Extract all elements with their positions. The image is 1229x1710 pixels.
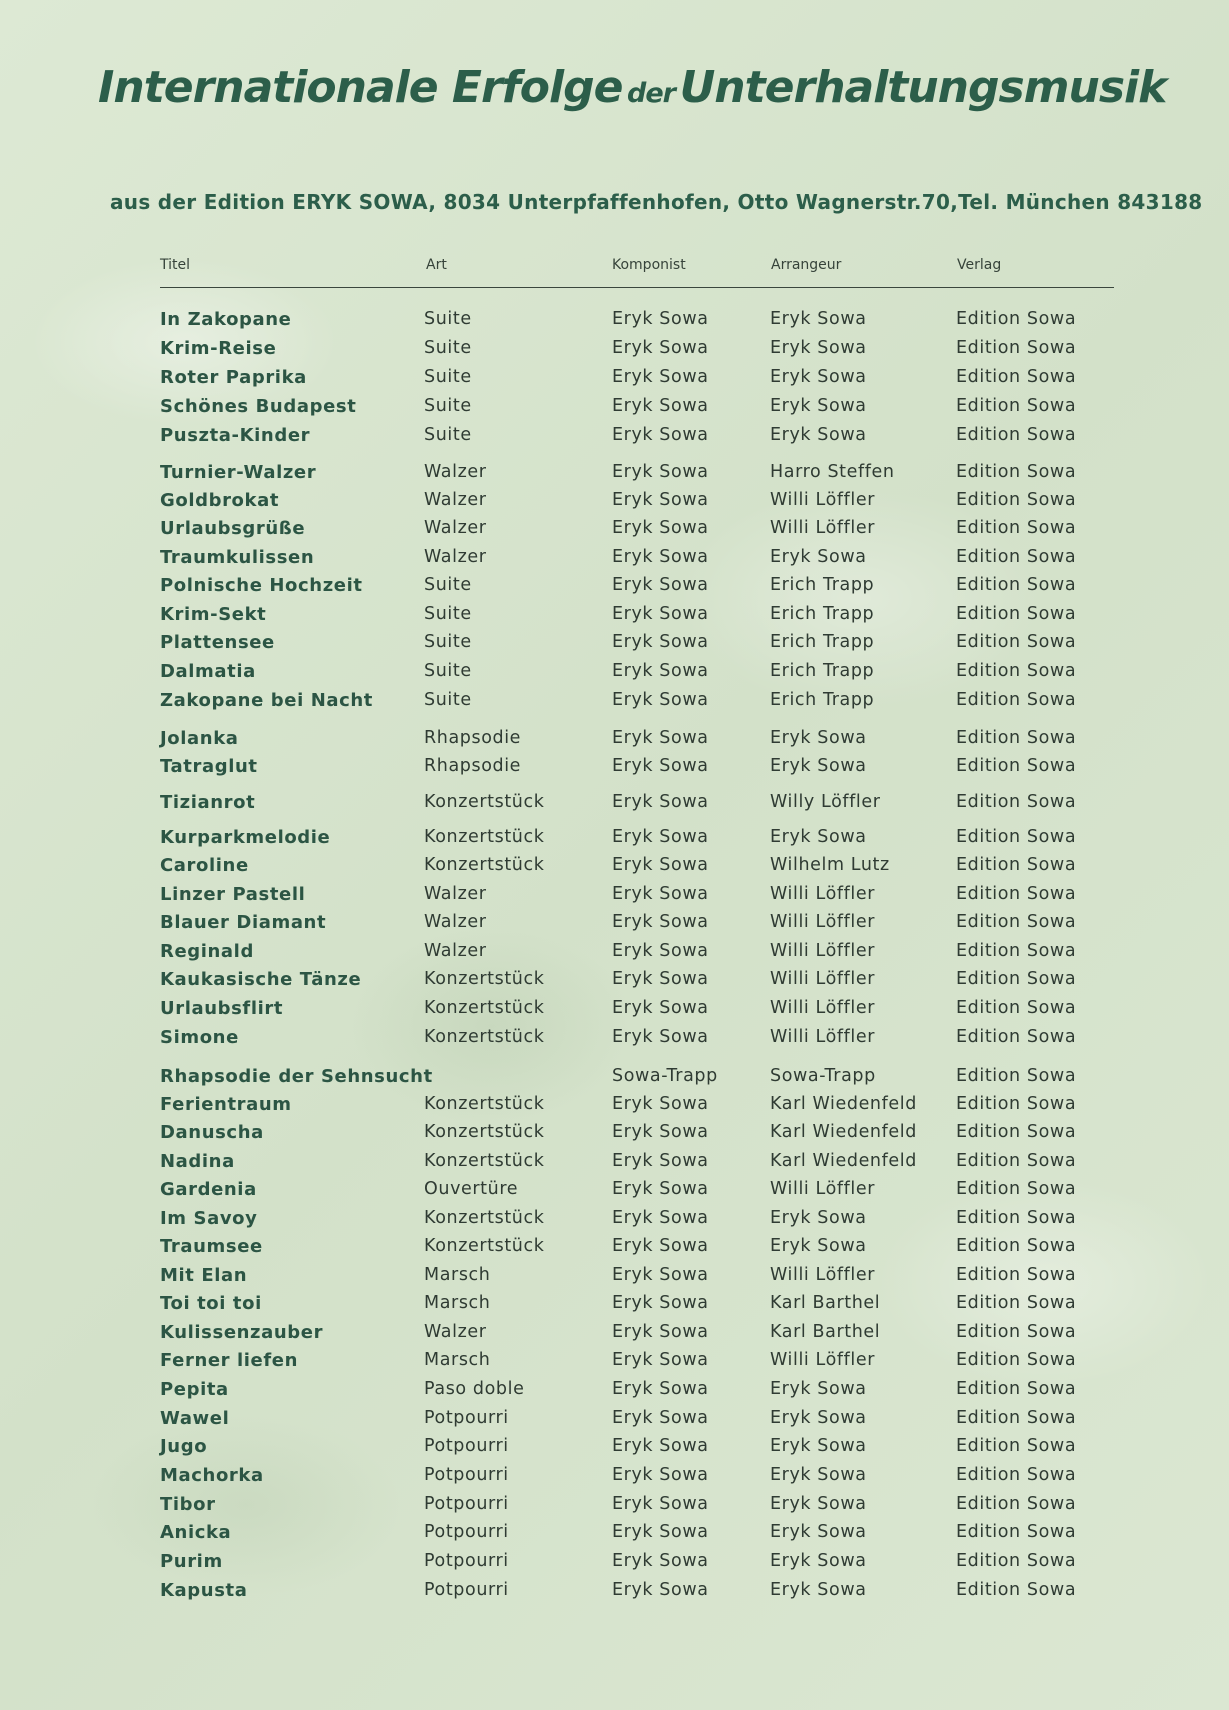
cell-verlag: Edition Sowa: [956, 632, 1077, 652]
cell-arrangeur: Karl Wiedenfeld: [770, 1151, 917, 1171]
cell-arrangeur: Willi Löffler: [770, 884, 876, 904]
cell-art: Konzertstück: [424, 1236, 545, 1256]
cell-komponist: Eryk Sowa: [612, 884, 709, 904]
cell-titel: Gardenia: [160, 1179, 257, 1200]
cell-titel: Kaukasische Tänze: [160, 969, 362, 990]
cell-arrangeur: Willi Löffler: [770, 941, 876, 961]
cell-verlag: Edition Sowa: [956, 1580, 1077, 1600]
cell-arrangeur: Eryk Sowa: [770, 1408, 867, 1428]
cell-komponist: Eryk Sowa: [612, 1179, 709, 1199]
cell-titel: Simone: [160, 1027, 239, 1048]
cell-komponist: Eryk Sowa: [612, 941, 709, 961]
cell-verlag: Edition Sowa: [956, 338, 1077, 358]
cell-verlag: Edition Sowa: [956, 1379, 1077, 1399]
publisher-address: aus der Edition ERYK SOWA, 8034 Unterpfaffenhofen, Otto Wagnerstr.70,Tel. München 843188: [110, 190, 1203, 214]
cell-komponist: Eryk Sowa: [612, 490, 709, 510]
cell-art: Potpourri: [424, 1408, 509, 1428]
table-row: [0, 518, 1229, 544]
cell-arrangeur: Willi Löffler: [770, 912, 876, 932]
cell-verlag: Edition Sowa: [956, 912, 1077, 932]
cell-arrangeur: Wilhelm Lutz: [770, 855, 890, 875]
table-row: [0, 1293, 1229, 1319]
cell-arrangeur: Eryk Sowa: [770, 1436, 867, 1456]
table-row: [0, 998, 1229, 1024]
cell-verlag: Edition Sowa: [956, 1293, 1077, 1313]
cell-titel: Reginald: [160, 941, 254, 962]
cell-art: Potpourri: [424, 1551, 509, 1571]
table-row: [0, 396, 1229, 422]
table-row: [0, 1027, 1229, 1053]
cell-verlag: Edition Sowa: [956, 1265, 1077, 1285]
cell-verlag: Edition Sowa: [956, 728, 1077, 748]
cell-komponist: Eryk Sowa: [612, 1151, 709, 1171]
cell-titel: Krim-Sekt: [160, 604, 267, 625]
cell-titel: Plattensee: [160, 632, 275, 653]
cell-art: Konzertstück: [424, 998, 545, 1018]
cell-art: Suite: [424, 425, 472, 445]
cell-komponist: Eryk Sowa: [612, 756, 709, 776]
cell-arrangeur: Eryk Sowa: [770, 728, 867, 748]
cell-art: Paso doble: [424, 1379, 525, 1399]
cell-titel: Purim: [160, 1551, 223, 1572]
cell-komponist: Eryk Sowa: [612, 1379, 709, 1399]
cell-komponist: Eryk Sowa: [612, 309, 709, 329]
cell-art: Walzer: [424, 1322, 487, 1342]
cell-verlag: Edition Sowa: [956, 1465, 1077, 1485]
cell-komponist: Eryk Sowa: [612, 1436, 709, 1456]
cell-titel: Machorka: [160, 1465, 264, 1486]
cell-art: Walzer: [424, 941, 487, 961]
cell-komponist: Eryk Sowa: [612, 1236, 709, 1256]
cell-arrangeur: Harro Steffen: [770, 462, 895, 482]
cell-komponist: Eryk Sowa: [612, 1551, 709, 1571]
table-row: [0, 575, 1229, 601]
cell-arrangeur: Karl Wiedenfeld: [770, 1094, 917, 1114]
cell-titel: Tatraglut: [160, 756, 258, 777]
cell-titel: Jugo: [160, 1436, 208, 1457]
cell-komponist: Eryk Sowa: [612, 518, 709, 538]
cell-arrangeur: Eryk Sowa: [770, 1580, 867, 1600]
cell-arrangeur: Karl Wiedenfeld: [770, 1122, 917, 1142]
cell-titel: Tibor: [160, 1494, 216, 1515]
cell-art: Walzer: [424, 462, 487, 482]
cell-art: Suite: [424, 661, 472, 681]
cell-arrangeur: Eryk Sowa: [770, 338, 867, 358]
cell-verlag: Edition Sowa: [956, 1122, 1077, 1142]
table-row: [0, 792, 1229, 818]
cell-art: Walzer: [424, 884, 487, 904]
cell-titel: Danuscha: [160, 1122, 264, 1143]
table-row: [0, 1122, 1229, 1148]
cell-verlag: Edition Sowa: [956, 518, 1077, 538]
table-row: [0, 912, 1229, 938]
cell-art: Suite: [424, 632, 472, 652]
cell-verlag: Edition Sowa: [956, 690, 1077, 710]
cell-arrangeur: Erich Trapp: [770, 604, 875, 624]
table-row: [0, 827, 1229, 853]
cell-arrangeur: Willi Löffler: [770, 518, 876, 538]
cell-verlag: Edition Sowa: [956, 575, 1077, 595]
cell-verlag: Edition Sowa: [956, 309, 1077, 329]
cell-arrangeur: Karl Barthel: [770, 1322, 881, 1342]
cell-komponist: Eryk Sowa: [612, 1208, 709, 1228]
cell-arrangeur: Eryk Sowa: [770, 309, 867, 329]
cell-arrangeur: Eryk Sowa: [770, 396, 867, 416]
cell-art: Walzer: [424, 547, 487, 567]
cell-verlag: Edition Sowa: [956, 425, 1077, 445]
cell-art: Potpourri: [424, 1522, 509, 1542]
cell-titel: Goldbrokat: [160, 490, 280, 511]
cell-arrangeur: Willi Löffler: [770, 490, 876, 510]
cell-komponist: Eryk Sowa: [612, 827, 709, 847]
cell-titel: Rhapsodie der Sehnsucht: [160, 1066, 433, 1087]
cell-art: Konzertstück: [424, 855, 545, 875]
column-header-arrangeur: Arrangeur: [771, 257, 842, 273]
cell-komponist: Eryk Sowa: [612, 1494, 709, 1514]
table-row: [0, 1265, 1229, 1291]
cell-komponist: Eryk Sowa: [612, 1408, 709, 1428]
cell-arrangeur: Eryk Sowa: [770, 367, 867, 387]
cell-arrangeur: Erich Trapp: [770, 632, 875, 652]
table-row: [0, 1436, 1229, 1462]
cell-komponist: Eryk Sowa: [612, 1293, 709, 1313]
table-row: [0, 756, 1229, 782]
table-row: [0, 1094, 1229, 1120]
cell-titel: Blauer Diamant: [160, 912, 327, 933]
cell-art: Suite: [424, 604, 472, 624]
table-row: [0, 367, 1229, 393]
cell-arrangeur: Eryk Sowa: [770, 1522, 867, 1542]
cell-komponist: Eryk Sowa: [612, 462, 709, 482]
cell-arrangeur: Karl Barthel: [770, 1293, 881, 1313]
table-row: [0, 1179, 1229, 1205]
cell-arrangeur: Eryk Sowa: [770, 1551, 867, 1571]
cell-verlag: Edition Sowa: [956, 941, 1077, 961]
table-row: [0, 1551, 1229, 1577]
cell-komponist: Eryk Sowa: [612, 1122, 709, 1142]
table-row: [0, 1465, 1229, 1491]
cell-arrangeur: Sowa-Trapp: [770, 1066, 876, 1086]
cell-komponist: Eryk Sowa: [612, 912, 709, 932]
cell-komponist: Eryk Sowa: [612, 425, 709, 445]
column-header-verlag: Verlag: [957, 257, 1002, 273]
cell-art: Konzertstück: [424, 1122, 545, 1142]
cell-verlag: Edition Sowa: [956, 1066, 1077, 1086]
cell-verlag: Edition Sowa: [956, 1408, 1077, 1428]
column-header-art: Art: [426, 257, 447, 273]
cell-komponist: Eryk Sowa: [612, 1094, 709, 1114]
column-header-komponist: Komponist: [612, 257, 686, 273]
cell-verlag: Edition Sowa: [956, 1179, 1077, 1199]
table-row: [0, 1522, 1229, 1548]
cell-titel: Tizianrot: [160, 792, 256, 813]
cell-komponist: Eryk Sowa: [612, 547, 709, 567]
cell-titel: Zakopane bei Nacht: [160, 690, 374, 711]
cell-titel: Ferner liefen: [160, 1350, 299, 1371]
cell-komponist: Eryk Sowa: [612, 690, 709, 710]
cell-komponist: Eryk Sowa: [612, 792, 709, 812]
cell-art: Potpourri: [424, 1436, 509, 1456]
cell-arrangeur: Eryk Sowa: [770, 1465, 867, 1485]
cell-titel: Ferientraum: [160, 1094, 292, 1115]
table-row: [0, 1408, 1229, 1434]
cell-titel: Roter Paprika: [160, 367, 307, 388]
cell-art: Konzertstück: [424, 1027, 545, 1047]
table-row: [0, 969, 1229, 995]
table-row: [0, 1379, 1229, 1405]
cell-titel: Urlaubsflirt: [160, 998, 284, 1019]
table-row: [0, 490, 1229, 516]
cell-komponist: Eryk Sowa: [612, 396, 709, 416]
cell-titel: Urlaubsgrüße: [160, 518, 306, 539]
cell-arrangeur: Willy Löffler: [770, 792, 881, 812]
cell-art: Potpourri: [424, 1465, 509, 1485]
cell-art: Konzertstück: [424, 827, 545, 847]
table-row: [0, 547, 1229, 573]
cell-komponist: Eryk Sowa: [612, 728, 709, 748]
cell-komponist: Eryk Sowa: [612, 632, 709, 652]
table-row: [0, 1236, 1229, 1262]
cell-titel: Linzer Pastell: [160, 884, 306, 905]
cell-art: Konzertstück: [424, 969, 545, 989]
cell-komponist: Eryk Sowa: [612, 969, 709, 989]
cell-titel: In Zakopane: [160, 309, 292, 330]
cell-art: Walzer: [424, 490, 487, 510]
cell-arrangeur: Erich Trapp: [770, 661, 875, 681]
cell-verlag: Edition Sowa: [956, 855, 1077, 875]
cell-titel: Turnier-Walzer: [160, 462, 317, 483]
cell-titel: Pepita: [160, 1379, 229, 1400]
cell-titel: Krim-Reise: [160, 338, 277, 359]
cell-titel: Traumkulissen: [160, 547, 315, 568]
cell-verlag: Edition Sowa: [956, 547, 1077, 567]
cell-arrangeur: Eryk Sowa: [770, 1379, 867, 1399]
cell-art: Suite: [424, 396, 472, 416]
cell-titel: Kapusta: [160, 1580, 248, 1601]
cell-arrangeur: Willi Löffler: [770, 1265, 876, 1285]
cell-verlag: Edition Sowa: [956, 1436, 1077, 1456]
title-part-1: Internationale Erfolge: [98, 62, 623, 113]
cell-arrangeur: Willi Löffler: [770, 1027, 876, 1047]
table-row: [0, 1580, 1229, 1606]
cell-art: Potpourri: [424, 1494, 509, 1514]
cell-komponist: Eryk Sowa: [612, 338, 709, 358]
cell-komponist: Eryk Sowa: [612, 1027, 709, 1047]
table-row: [0, 338, 1229, 364]
table-row: [0, 462, 1229, 488]
cell-komponist: Eryk Sowa: [612, 661, 709, 681]
cell-komponist: Eryk Sowa: [612, 1265, 709, 1285]
cell-komponist: Eryk Sowa: [612, 1522, 709, 1542]
cell-verlag: Edition Sowa: [956, 884, 1077, 904]
cell-titel: Nadina: [160, 1151, 235, 1172]
cell-verlag: Edition Sowa: [956, 1551, 1077, 1571]
cell-arrangeur: Erich Trapp: [770, 690, 875, 710]
table-row: [0, 855, 1229, 881]
cell-art: Marsch: [424, 1265, 491, 1285]
cell-verlag: Edition Sowa: [956, 1151, 1077, 1171]
cell-komponist: Sowa-Trapp: [612, 1066, 718, 1086]
cell-art: Suite: [424, 575, 472, 595]
cell-arrangeur: Erich Trapp: [770, 575, 875, 595]
cell-komponist: Eryk Sowa: [612, 1465, 709, 1485]
table-row: [0, 728, 1229, 754]
cell-komponist: Eryk Sowa: [612, 855, 709, 875]
cell-titel: Polnische Hochzeit: [160, 575, 363, 596]
table-row: [0, 1322, 1229, 1348]
cell-arrangeur: Eryk Sowa: [770, 827, 867, 847]
table-row: [0, 1494, 1229, 1520]
cell-titel: Traumsee: [160, 1236, 263, 1257]
cell-arrangeur: Eryk Sowa: [770, 1494, 867, 1514]
cell-komponist: Eryk Sowa: [612, 1322, 709, 1342]
cell-art: Rhapsodie: [424, 728, 522, 748]
table-row: [0, 309, 1229, 335]
cell-verlag: Edition Sowa: [956, 998, 1077, 1018]
cell-titel: Jolanka: [160, 728, 239, 749]
cell-titel: Kulissenzauber: [160, 1322, 324, 1343]
title-part-3: Unterhaltungsmusik: [679, 62, 1167, 113]
cell-titel: Kurparkmelodie: [160, 827, 331, 848]
cell-komponist: Eryk Sowa: [612, 1350, 709, 1370]
cell-art: Suite: [424, 309, 472, 329]
table-row: [0, 1066, 1229, 1092]
cell-arrangeur: Willi Löffler: [770, 969, 876, 989]
cell-komponist: Eryk Sowa: [612, 1580, 709, 1600]
cell-arrangeur: Willi Löffler: [770, 1179, 876, 1199]
cell-verlag: Edition Sowa: [956, 1027, 1077, 1047]
cell-art: Konzertstück: [424, 1208, 545, 1228]
cell-titel: Dalmatia: [160, 661, 256, 682]
cell-art: Marsch: [424, 1293, 491, 1313]
cell-arrangeur: Willi Löffler: [770, 1350, 876, 1370]
cell-art: Konzertstück: [424, 1151, 545, 1171]
table-row: [0, 632, 1229, 658]
table-row: [0, 884, 1229, 910]
table-row: [0, 1151, 1229, 1177]
cell-arrangeur: Eryk Sowa: [770, 1236, 867, 1256]
cell-titel: Anicka: [160, 1522, 232, 1543]
cell-art: Suite: [424, 367, 472, 387]
cell-titel: Mit Elan: [160, 1265, 248, 1286]
cell-titel: Schönes Budapest: [160, 396, 357, 417]
cell-arrangeur: Eryk Sowa: [770, 547, 867, 567]
cell-verlag: Edition Sowa: [956, 1208, 1077, 1228]
cell-verlag: Edition Sowa: [956, 661, 1077, 681]
cell-verlag: Edition Sowa: [956, 792, 1077, 812]
table-row: [0, 941, 1229, 967]
cell-komponist: Eryk Sowa: [612, 367, 709, 387]
cell-art: Ouvertüre: [424, 1179, 519, 1199]
table-row: [0, 690, 1229, 716]
cell-verlag: Edition Sowa: [956, 462, 1077, 482]
cell-verlag: Edition Sowa: [956, 1522, 1077, 1542]
cell-art: Marsch: [424, 1350, 491, 1370]
column-header-titel: Titel: [160, 257, 191, 273]
cell-komponist: Eryk Sowa: [612, 998, 709, 1018]
cell-art: Potpourri: [424, 1580, 509, 1600]
cell-titel: Im Savoy: [160, 1208, 258, 1229]
cell-art: Walzer: [424, 518, 487, 538]
cell-verlag: Edition Sowa: [956, 827, 1077, 847]
cell-arrangeur: Eryk Sowa: [770, 425, 867, 445]
cell-verlag: Edition Sowa: [956, 1494, 1077, 1514]
cell-arrangeur: Eryk Sowa: [770, 1208, 867, 1228]
cell-art: Rhapsodie: [424, 756, 522, 776]
cell-titel: Toi toi toi: [160, 1293, 262, 1314]
cell-arrangeur: Willi Löffler: [770, 998, 876, 1018]
title-part-2: der: [627, 78, 675, 109]
cell-art: Suite: [424, 338, 472, 358]
cell-verlag: Edition Sowa: [956, 1350, 1077, 1370]
cell-titel: Puszta-Kinder: [160, 425, 311, 446]
cell-verlag: Edition Sowa: [956, 604, 1077, 624]
cell-titel: Wawel: [160, 1408, 230, 1429]
cell-verlag: Edition Sowa: [956, 1236, 1077, 1256]
cell-art: Konzertstück: [424, 792, 545, 812]
table-row: [0, 1208, 1229, 1234]
cell-art: Suite: [424, 690, 472, 710]
table-row: [0, 1350, 1229, 1376]
cell-art: Walzer: [424, 912, 487, 932]
cell-komponist: Eryk Sowa: [612, 575, 709, 595]
cell-verlag: Edition Sowa: [956, 490, 1077, 510]
cell-verlag: Edition Sowa: [956, 367, 1077, 387]
table-row: [0, 661, 1229, 687]
cell-verlag: Edition Sowa: [956, 396, 1077, 416]
cell-verlag: Edition Sowa: [956, 1322, 1077, 1342]
cell-arrangeur: Eryk Sowa: [770, 756, 867, 776]
cell-art: Konzertstück: [424, 1094, 545, 1114]
cell-titel: Caroline: [160, 855, 249, 876]
cell-verlag: Edition Sowa: [956, 1094, 1077, 1114]
cell-verlag: Edition Sowa: [956, 969, 1077, 989]
cell-verlag: Edition Sowa: [956, 756, 1077, 776]
table-row: [0, 425, 1229, 451]
cell-komponist: Eryk Sowa: [612, 604, 709, 624]
table-row: [0, 604, 1229, 630]
